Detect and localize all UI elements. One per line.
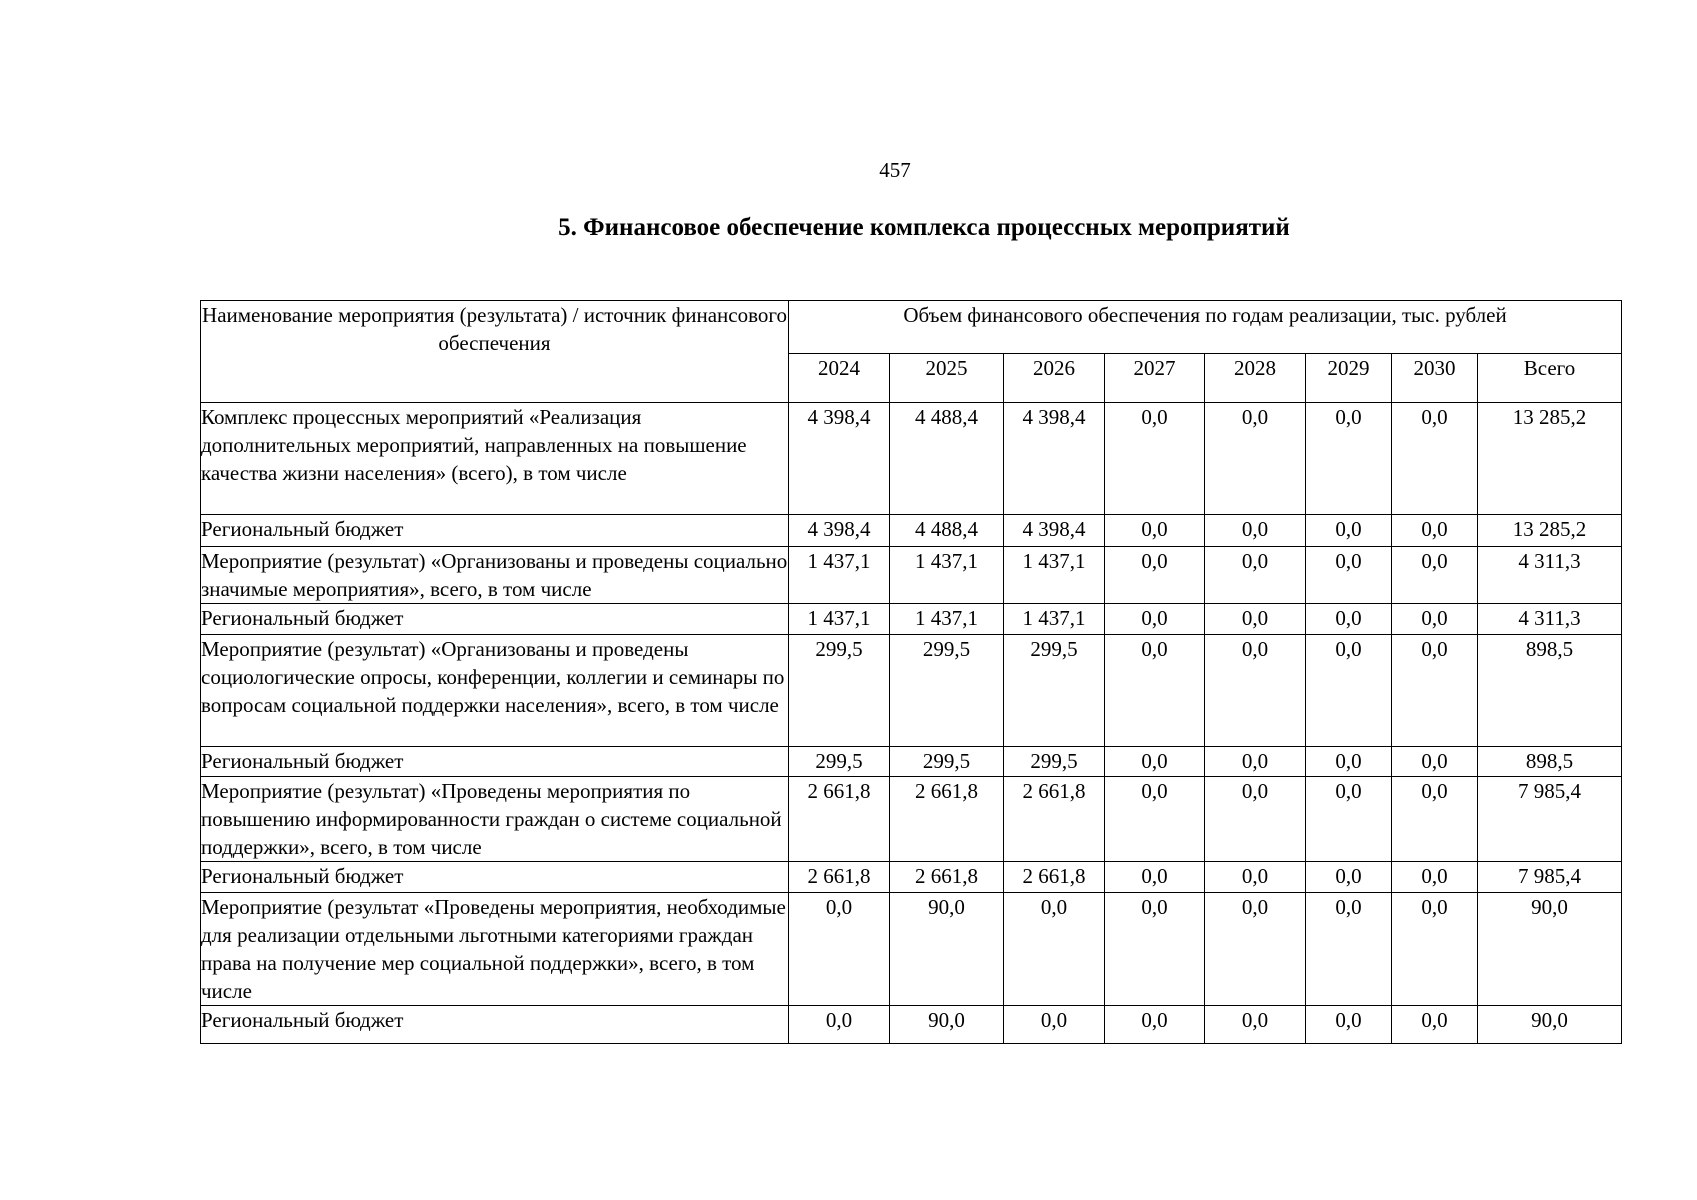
value-cell: 0,0	[1306, 604, 1392, 635]
table-row	[201, 515, 1622, 547]
row-name-cell: Региональный бюджет	[201, 747, 789, 777]
value-cell: 0,0	[1205, 604, 1306, 635]
value-cell: 0,0	[1306, 635, 1392, 747]
row-name-cell: Комплекс процессных мероприятий «Реализация дополнительных мероприятий, направленных на повышение качества жизни населения» (всего), в том числе	[201, 403, 789, 515]
value-cell: 0,0	[1205, 747, 1306, 777]
row-name-cell: Региональный бюджет	[201, 604, 789, 635]
value-cell: 0,0	[1105, 747, 1205, 777]
table-row	[201, 547, 1622, 604]
table-row	[201, 1006, 1622, 1044]
value-cell: 0,0	[1205, 547, 1306, 604]
value-cell: 7 985,4	[1478, 777, 1622, 862]
year-header: 2026	[1004, 354, 1105, 403]
table-row	[201, 862, 1622, 893]
value-cell: 0,0	[1004, 1006, 1105, 1044]
value-cell: 0,0	[789, 893, 890, 1006]
year-header: 2025	[890, 354, 1004, 403]
value-cell: 299,5	[1004, 747, 1105, 777]
value-cell: 13 285,2	[1478, 403, 1622, 515]
value-cell: 0,0	[1004, 893, 1105, 1006]
value-cell: 0,0	[1392, 635, 1478, 747]
funding-volume-header: Объем финансового обеспечения по годам реализации, тыс. рублей	[789, 301, 1622, 354]
value-cell: 0,0	[1205, 403, 1306, 515]
value-cell: 4 311,3	[1478, 547, 1622, 604]
value-cell: 0,0	[1392, 604, 1478, 635]
year-header: 2024	[789, 354, 890, 403]
table-row	[201, 604, 1622, 635]
page-number: 457	[879, 158, 911, 182]
name-column-header: Наименование мероприятия (результата) / источник финансового обеспечения	[201, 301, 789, 403]
value-cell: 0,0	[1306, 547, 1392, 604]
value-cell: 299,5	[890, 747, 1004, 777]
row-name-cell: Мероприятие (результат) «Организованы и проведены социально значимые мероприятия», всего, в том числе	[201, 547, 789, 604]
year-header: 2030	[1392, 354, 1478, 403]
row-name-cell: Мероприятие (результат) «Организованы и проведены социологические опросы, конференции, коллегии и семинары по вопросам социальной поддержки населения», всего, в том числе	[201, 635, 789, 747]
value-cell: 898,5	[1478, 747, 1622, 777]
table-row	[201, 635, 1622, 747]
value-cell: 0,0	[1306, 515, 1392, 547]
value-cell: 0,0	[1205, 777, 1306, 862]
value-cell: 0,0	[1205, 515, 1306, 547]
value-cell: 90,0	[890, 1006, 1004, 1044]
value-cell: 0,0	[1392, 1006, 1478, 1044]
value-cell: 4 398,4	[1004, 515, 1105, 547]
row-name-cell: Мероприятие (результат) «Проведены мероприятия по повышению информированности граждан о системе социальной поддержки», всего, в том числе	[201, 777, 789, 862]
value-cell: 0,0	[1105, 893, 1205, 1006]
value-cell: 2 661,8	[1004, 862, 1105, 893]
value-cell: 1 437,1	[789, 604, 890, 635]
value-cell: 1 437,1	[789, 547, 890, 604]
value-cell: 0,0	[1392, 777, 1478, 862]
value-cell: 2 661,8	[789, 777, 890, 862]
value-cell: 0,0	[1306, 893, 1392, 1006]
row-name-cell: Региональный бюджет	[201, 862, 789, 893]
value-cell: 0,0	[1392, 515, 1478, 547]
table-row	[201, 403, 1622, 515]
value-cell: 4 398,4	[789, 515, 890, 547]
value-cell: 0,0	[1205, 862, 1306, 893]
value-cell: 2 661,8	[789, 862, 890, 893]
value-cell: 299,5	[1004, 635, 1105, 747]
value-cell: 0,0	[1105, 862, 1205, 893]
value-cell: 4 488,4	[890, 515, 1004, 547]
value-cell: 0,0	[1306, 747, 1392, 777]
table-row	[201, 747, 1622, 777]
value-cell: 0,0	[1392, 862, 1478, 893]
value-cell: 0,0	[1306, 1006, 1392, 1044]
value-cell: 4 398,4	[789, 403, 890, 515]
value-cell: 4 488,4	[890, 403, 1004, 515]
year-header: 2028	[1205, 354, 1306, 403]
value-cell: 0,0	[1392, 547, 1478, 604]
row-name-cell: Региональный бюджет	[201, 1006, 789, 1044]
financing-table	[200, 300, 1622, 1044]
table-row	[201, 893, 1622, 1006]
value-cell: 0,0	[1205, 893, 1306, 1006]
value-cell: 0,0	[1392, 893, 1478, 1006]
year-header: Всего	[1478, 354, 1622, 403]
section-title: 5. Финансовое обеспечение комплекса процессных мероприятий	[558, 214, 1290, 241]
value-cell: 1 437,1	[1004, 604, 1105, 635]
table-header-row	[201, 301, 1622, 354]
value-cell: 4 398,4	[1004, 403, 1105, 515]
value-cell: 0,0	[1392, 747, 1478, 777]
value-cell: 0,0	[1306, 862, 1392, 893]
value-cell: 2 661,8	[1004, 777, 1105, 862]
value-cell: 0,0	[1205, 635, 1306, 747]
value-cell: 1 437,1	[1004, 547, 1105, 604]
value-cell: 0,0	[1205, 1006, 1306, 1044]
value-cell: 0,0	[1392, 403, 1478, 515]
row-name-cell: Мероприятие (результат «Проведены мероприятия, необходимые для реализации отдельными льготными категориями граждан права на получение мер социальной поддержки», всего, в том числе	[201, 893, 789, 1006]
value-cell: 0,0	[1105, 403, 1205, 515]
value-cell: 4 311,3	[1478, 604, 1622, 635]
value-cell: 898,5	[1478, 635, 1622, 747]
value-cell: 0,0	[1105, 1006, 1205, 1044]
value-cell: 0,0	[789, 1006, 890, 1044]
value-cell: 0,0	[1105, 777, 1205, 862]
value-cell: 0,0	[1306, 777, 1392, 862]
value-cell: 0,0	[1105, 635, 1205, 747]
value-cell: 1 437,1	[890, 604, 1004, 635]
year-header: 2029	[1306, 354, 1392, 403]
table-row	[201, 777, 1622, 862]
value-cell: 7 985,4	[1478, 862, 1622, 893]
value-cell: 299,5	[890, 635, 1004, 747]
value-cell: 299,5	[789, 747, 890, 777]
value-cell: 90,0	[1478, 893, 1622, 1006]
row-name-cell: Региональный бюджет	[201, 515, 789, 547]
value-cell: 2 661,8	[890, 777, 1004, 862]
value-cell: 299,5	[789, 635, 890, 747]
value-cell: 0,0	[1105, 547, 1205, 604]
value-cell: 0,0	[1306, 403, 1392, 515]
value-cell: 90,0	[890, 893, 1004, 1006]
value-cell: 1 437,1	[890, 547, 1004, 604]
value-cell: 2 661,8	[890, 862, 1004, 893]
year-header: 2027	[1105, 354, 1205, 403]
value-cell: 13 285,2	[1478, 515, 1622, 547]
value-cell: 0,0	[1105, 604, 1205, 635]
value-cell: 0,0	[1105, 515, 1205, 547]
value-cell: 90,0	[1478, 1006, 1622, 1044]
